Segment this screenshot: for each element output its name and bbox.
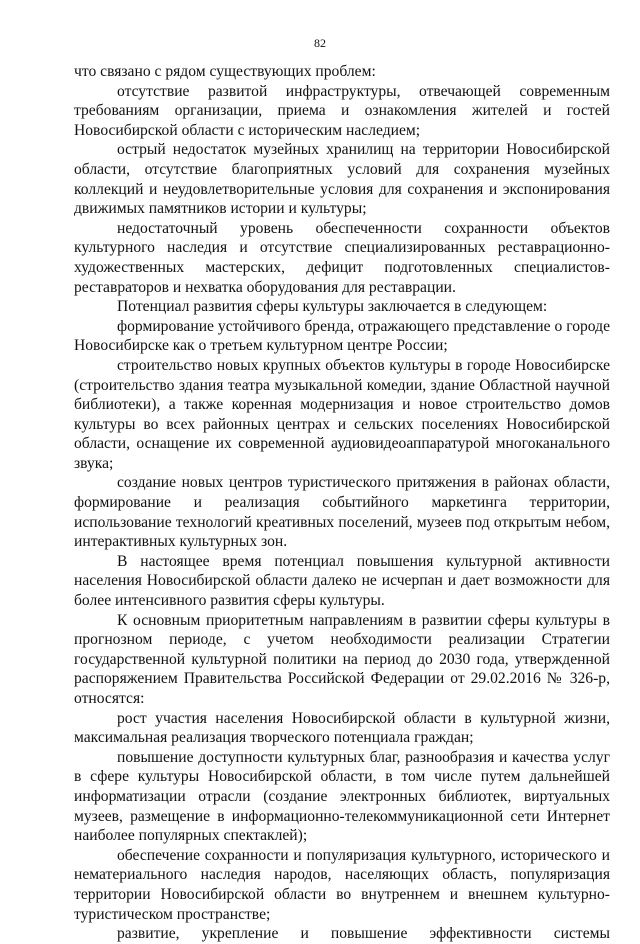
paragraph: рост участия населения Новосибирской области в культурной жизни, максимальная реализация творческого потенциала граждан; [74, 709, 610, 747]
paragraph: создание новых центров туристического притяжения в районах области, формирование и реализация событийного маркетинга территории, использование технологий креативных поселений, музеев под открытым небом, интерактивных культурных зон. [74, 474, 610, 551]
paragraph: Потенциал развития сферы культуры заключается в следующем: [117, 298, 548, 316]
paragraph: развитие, укрепление и повышение эффективности системы [117, 925, 610, 943]
paragraph: недостаточный уровень обеспеченности сохранности объектов культурного наследия и отсутствие специализированных реставрационно-художественных мастерских, дефицит подготовленных специалистов-реставраторов и нехватка оборудования для реставрации. [74, 219, 610, 296]
paragraph: строительство новых крупных объектов культуры в городе Новосибирске (строительство здания театра музыкальной комедии, здание Областной научной библиотеки), а также коренная модернизация и новое строительство домов культуры во всех районных центрах и сельских поселениях Новосибирской области, оснащение их современной аудиовидеоаппаратурой многоканального звука; [74, 356, 610, 472]
page-number: 82 [314, 36, 326, 50]
paragraph: обеспечение сохранности и популяризация культурного, исторического и нематериального наследия народов, населяющих область, популяризация территории Новосибирской области во внутреннем и внешнем культурно-туристическом пространстве; [74, 846, 610, 923]
paragraph: формирование устойчивого бренда, отражающего представление о городе Новосибирске как о третьем культурном центре России; [74, 317, 610, 355]
paragraph: повышение доступности культурных благ, разнообразия и качества услуг в сфере культуры Новосибирской области, в том числе путем дальнейшей информатизации отрасли (создание электронных библиотек, виртуальных музеев, размещение в информационно-телекоммуникационной сети Интернет наиболее популярных спектаклей); [74, 748, 610, 845]
paragraph: К основным приоритетным направлениям в развитии сферы культуры в прогнозном периоде, с учетом необходимости реализации Стратегии государственной культурной политики на период до 2030 года, утвержденной распоряжением Правительства Российской Федерации от 29.02.2016 № 326-р, относятся: [74, 611, 610, 707]
paragraph: отсутствие развитой инфраструктуры, отвечающей современным требованиям организации, приема и ознакомления жителей и гостей Новосибирской области с историческим наследием; [74, 82, 610, 139]
document-body [74, 62, 610, 944]
paragraph: что связано с рядом существующих проблем: [74, 63, 376, 80]
paragraph: острый недостаток музейных хранилищ на территории Новосибирской области, отсутствие благоприятных условий для сохранения музейных коллекций и неудовлетворительные условия для сохранения и экспонирования движимых памятников истории и культуры; [74, 141, 610, 218]
paragraph: В настоящее время потенциал повышения культурной активности населения Новосибирской области далеко не исчерпан и дает возможности для более интенсивного развития сферы культуры. [74, 552, 610, 610]
